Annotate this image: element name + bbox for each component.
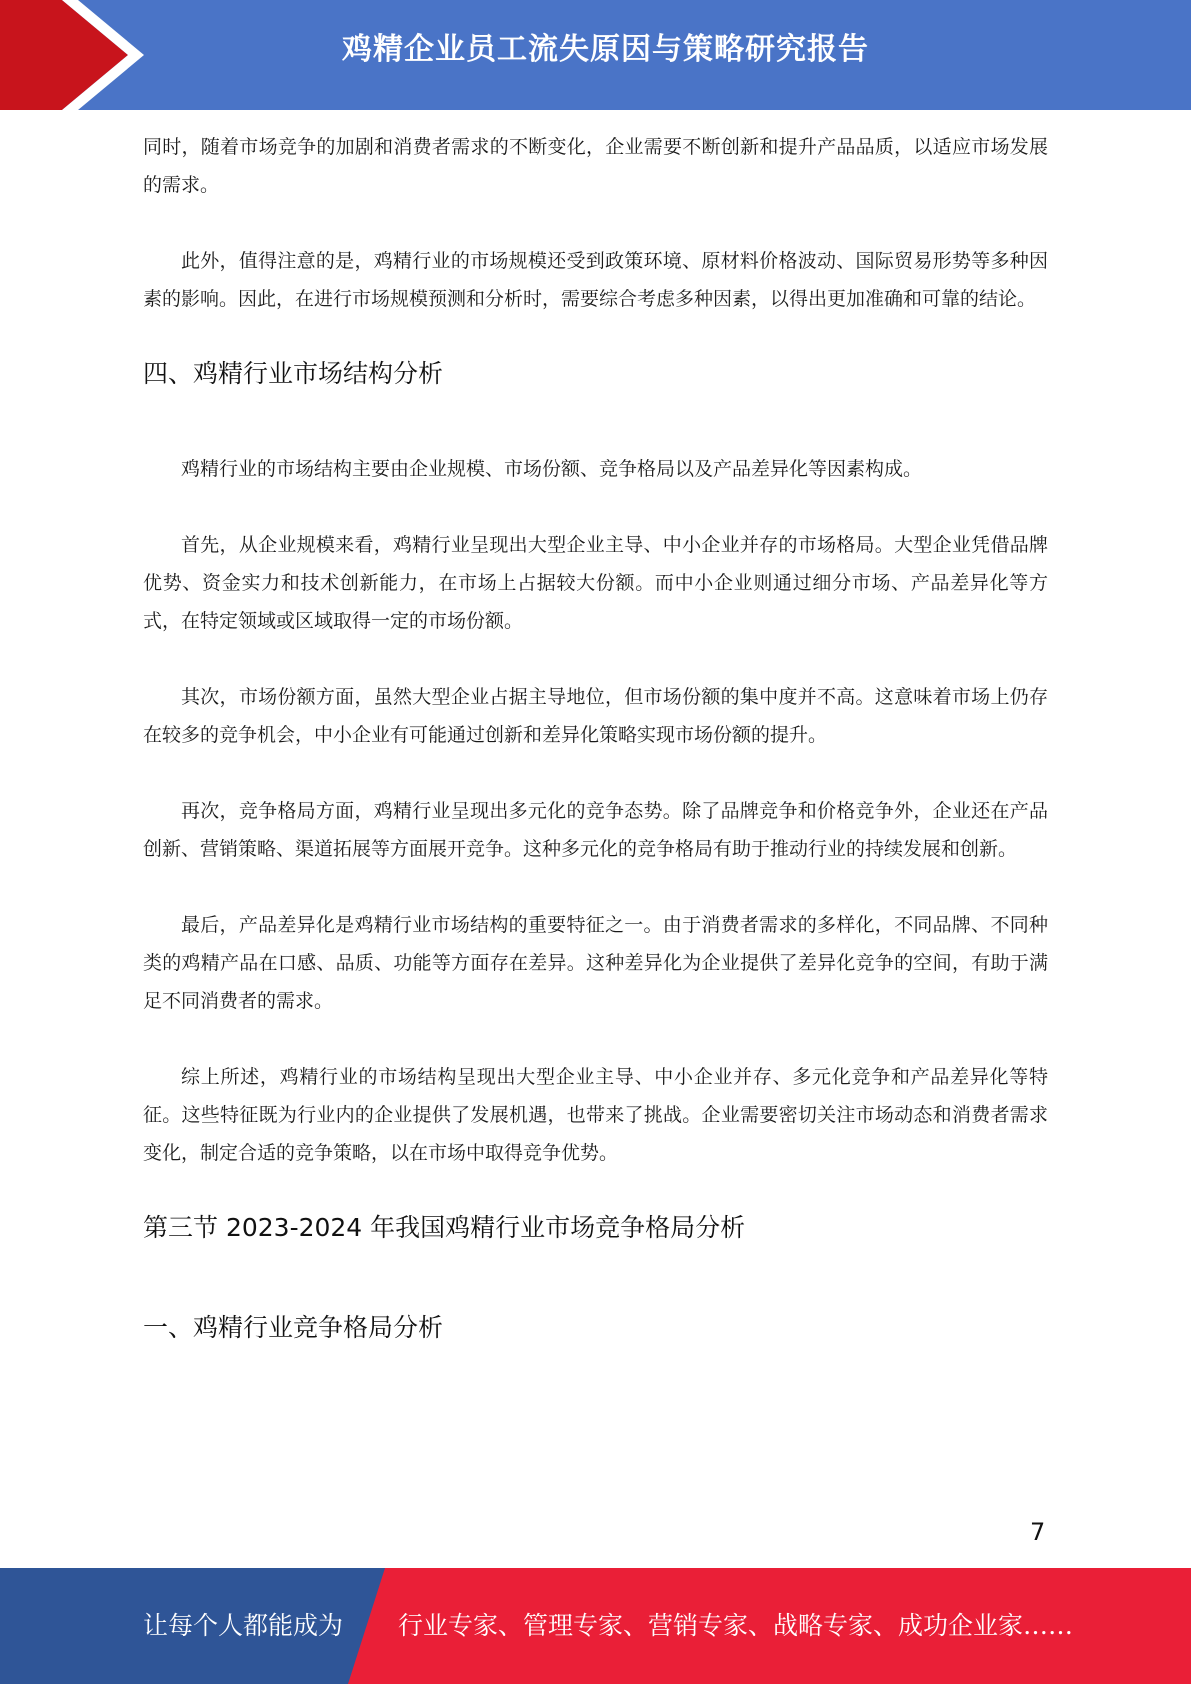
- subsection-heading-competition-analysis: 一、鸡精行业竞争格局分析: [143, 1313, 444, 1342]
- section-heading-market-structure: 四、鸡精行业市场结构分析: [143, 359, 444, 388]
- page-header: [0, 0, 1191, 110]
- paragraph-competition-pattern: 再次，竞争格局方面，鸡精行业呈现出多元化的竞争态势。除了品牌竞争和价格竞争外，企业还在产品创新、营销策略、渠道拓展等方面展开竞争。这种多元化的竞争格局有助于推动行业的持续发展和创新。: [143, 800, 1048, 860]
- paragraph-product-differentiation: 最后，产品差异化是鸡精行业市场结构的重要特征之一。由于消费者需求的多样化，不同品牌、不同种类的鸡精产品在口感、品质、功能等方面存在差异。这种差异化为企业提供了差异化竞争的空间，有助于满足不同消费者的需求。: [143, 914, 1048, 1012]
- chapter-heading-competition: 第三节 2023-2024 年我国鸡精行业市场竞争格局分析: [143, 1213, 746, 1242]
- paragraph-market-factors: 此外，值得注意的是，鸡精行业的市场规模还受到政策环境、原材料价格波动、国际贸易形势等多种因素的影响。因此，在进行市场规模预测和分析时，需要综合考虑多种因素，以得出更加准确和可靠的结论。: [143, 250, 1048, 310]
- paragraph-market-demand: 同时，随着市场竞争的加剧和消费者需求的不断变化，企业需要不断创新和提升产品品质，以适应市场发展的需求。: [143, 136, 1048, 196]
- paragraph-structure-intro: 鸡精行业的市场结构主要由企业规模、市场份额、竞争格局以及产品差异化等因素构成。: [181, 458, 923, 480]
- paragraph-enterprise-scale: 首先，从企业规模来看，鸡精行业呈现出大型企业主导、中小企业并存的市场格局。大型企业凭借品牌优势、资金实力和技术创新能力，在市场上占据较大份额。而中小企业则通过细分市场、产品差异化等方式，在特定领域或区域取得一定的市场份额。: [143, 534, 1048, 632]
- page-footer: [0, 1568, 1191, 1684]
- paragraph-market-share: 其次，市场份额方面，虽然大型企业占据主导地位，但市场份额的集中度并不高。这意味着市场上仍存在较多的竞争机会，中小企业有可能通过创新和差异化策略实现市场份额的提升。: [143, 686, 1048, 746]
- paragraph-summary: 综上所述，鸡精行业的市场结构呈现出大型企业主导、中小企业并存、多元化竞争和产品差异化等特征。这些特征既为行业内的企业提供了发展机遇，也带来了挑战。企业需要密切关注市场动态和消费者需求变化，制定合适的竞争策略，以在市场中取得竞争优势。: [143, 1066, 1048, 1164]
- document-body: [143, 128, 1048, 1346]
- page-number: 7: [1030, 1518, 1046, 1546]
- footer-slogan-right: 行业专家、管理专家、营销专家、战略专家、成功企业家……: [398, 1611, 1074, 1640]
- footer-slogan-left: 让每个人都能成为: [143, 1611, 344, 1640]
- report-title: 鸡精企业员工流失原因与策略研究报告: [342, 32, 869, 67]
